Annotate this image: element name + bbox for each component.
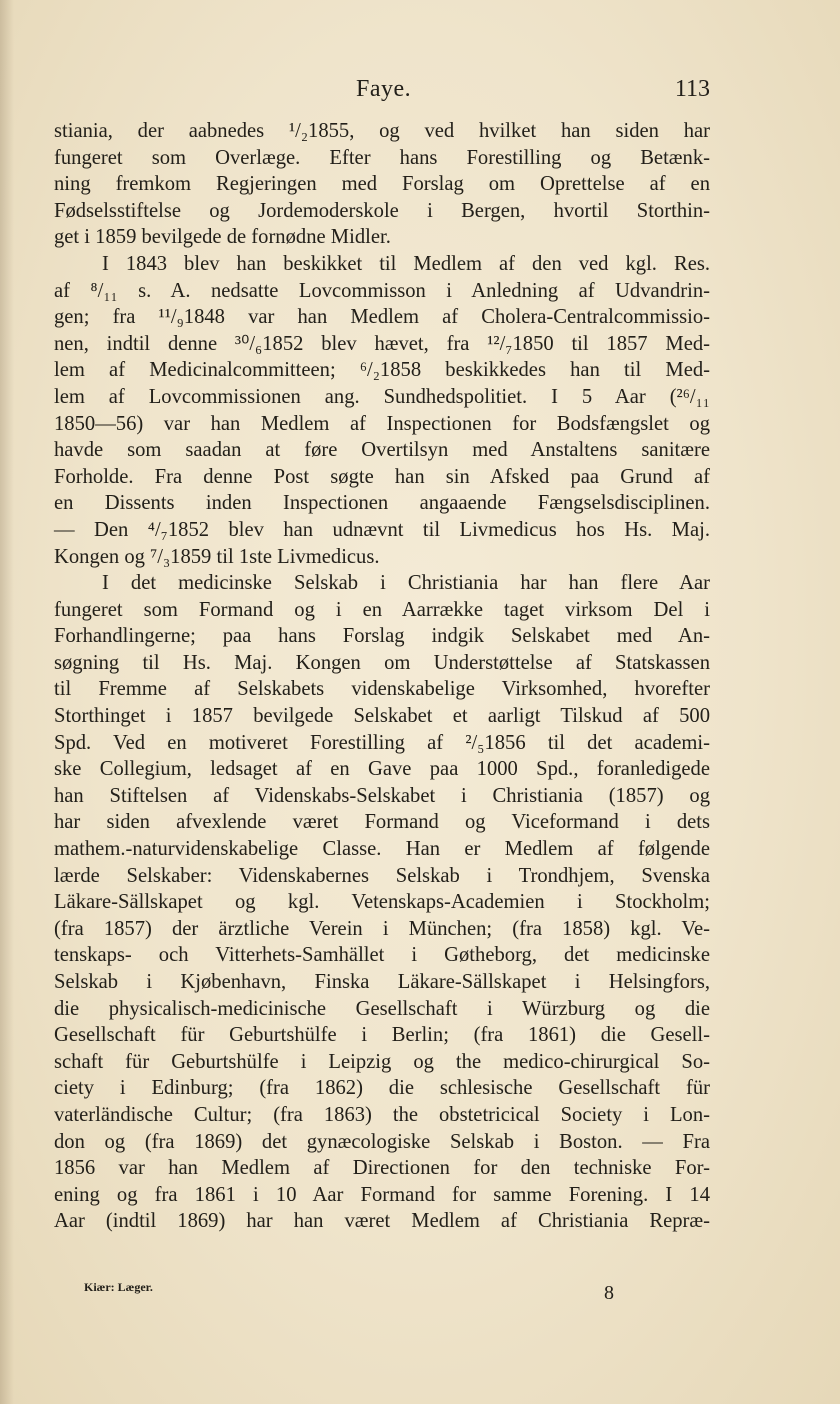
text-line: lem af Medicinalcommitteen; ⁶/₂1858 beskikkedes han til Med- bbox=[54, 359, 710, 382]
page-edge-shadow bbox=[0, 0, 14, 1404]
text-line: vaterländische Cultur; (fra 1863) the obstetricical Society i Lon- bbox=[54, 1103, 710, 1126]
text-line: don og (fra 1869) det gynæcologiske Selskab i Boston. — Fra bbox=[54, 1130, 710, 1153]
text-line: Forhandlingerne; paa hans Forslag indgik Selskabet med An- bbox=[54, 625, 710, 648]
text-line: mathem.-naturvidenskabelige Classe. Han er Medlem af følgende bbox=[54, 838, 710, 861]
text-line: ske Collegium, ledsaget af en Gave paa 1000 Spd., foranledigede bbox=[54, 758, 710, 781]
text-line: fungeret som Overlæge. Efter hans Forestilling og Betænk- bbox=[54, 146, 710, 169]
text-line: nen, indtil denne ³⁰/₆1852 blev hævet, fra ¹²/₇1850 til 1857 Med- bbox=[54, 332, 710, 355]
signature-mark: Kiær: Læger. bbox=[84, 1280, 153, 1294]
text-line: Storthinget i 1857 bevilgede Selskabet et aarligt Tilskud af 500 bbox=[54, 705, 710, 728]
text-line: — Den ⁴/₇1852 blev han udnævnt til Livmedicus hos Hs. Maj. bbox=[54, 518, 710, 541]
text-line: søgning til Hs. Maj. Kongen om Understøttelse af Statskassen bbox=[54, 651, 710, 674]
text-line: Kongen og ⁷/₃1859 til 1ste Livmedicus. bbox=[54, 545, 380, 568]
text-line: 1856 var han Medlem af Directionen for den techniske For- bbox=[54, 1157, 710, 1180]
text-line: til Fremme af Selskabets videnskabelige Virksomhed, hvorefter bbox=[54, 678, 710, 701]
text-line: ning fremkom Regjeringen med Forslag om Oprettelse af en bbox=[54, 173, 710, 196]
text-line: Gesellschaft für Geburtshülfe i Berlin; (fra 1861) die Gesell- bbox=[54, 1024, 710, 1047]
page-header bbox=[56, 76, 710, 106]
text-line: get i 1859 bevilgede de fornødne Midler. bbox=[54, 226, 391, 249]
text-line: en Dissents inden Inspectionen angaaende Fængselsdisciplinen. bbox=[54, 492, 710, 515]
text-line: lem af Lovcommissionen ang. Sundhedspolitiet. I 5 Aar (²⁶/₁₁ bbox=[54, 385, 710, 408]
text-line: Läkare-Sällskapet og kgl. Vetenskaps-Academien i Stockholm; bbox=[54, 891, 710, 914]
page-number: 113 bbox=[674, 76, 710, 102]
text-line: han Stiftelsen af Videnskabs-Selskabet i Christiania (1857) og bbox=[54, 784, 710, 807]
text-line: af ⁸/₁₁ s. A. nedsatte Lovcommisson i Anledning af Udvandrin- bbox=[54, 279, 710, 302]
text-line: stiania, der aabnedes ¹/₂1855, og ved hvilket han siden har bbox=[54, 120, 710, 142]
text-line: har siden afvexlende været Formand og Viceformand i dets bbox=[54, 811, 710, 834]
text-line: lærde Selskaber: Videnskabernes Selskab i Trondhjem, Svenska bbox=[54, 864, 710, 887]
text-line: gen; fra ¹¹/₉1848 var han Medlem af Cholera-Centralcommissio- bbox=[54, 306, 710, 329]
page-footer bbox=[84, 1280, 614, 1310]
text-line: tenskaps- och Vitterhets-Samhället i Gøtheborg, det medicinske bbox=[54, 944, 710, 967]
text-line: (fra 1857) der ärztliche Verein i München; (fra 1858) kgl. Ve- bbox=[54, 917, 710, 940]
text-line: die physicalisch-medicinische Gesellschaft i Würzburg og die bbox=[54, 997, 710, 1020]
text-line: Aar (indtil 1869) har han været Medlem af Christiania Repræ- bbox=[54, 1210, 710, 1233]
text-line: 1850—56) var han Medlem af Inspectionen for Bodsfængslet og bbox=[54, 412, 710, 435]
text-line: ening og fra 1861 i 10 Aar Formand for samme Forening. I 14 bbox=[54, 1183, 710, 1206]
text-line: schaft für Geburtshülfe i Leipzig og the medico-chirurgical So- bbox=[54, 1050, 710, 1073]
text-line: I det medicinske Selskab i Christiania har han flere Aar bbox=[102, 572, 710, 595]
text-line: Forholde. Fra denne Post søgte han sin Afsked paa Grund af bbox=[54, 465, 710, 488]
running-head: Faye. bbox=[356, 76, 412, 102]
text-line: Fødselsstiftelse og Jordemoderskole i Bergen, hvortil Storthin- bbox=[54, 199, 710, 222]
text-line: ciety i Edinburg; (fra 1862) die schlesische Gesellschaft für bbox=[54, 1077, 710, 1100]
text-line: Selskab i Kjøbenhavn, Finska Läkare-Sällskapet i Helsingfors, bbox=[54, 971, 710, 993]
text-line: I 1843 blev han beskikket til Medlem af den ved kgl. Res. bbox=[102, 252, 710, 275]
text-line: havde som saadan at føre Overtilsyn med Anstaltens sanitære bbox=[54, 439, 710, 462]
body-text bbox=[54, 118, 710, 1235]
text-line: Spd. Ved en motiveret Forestilling af ²/₅1856 til det academi- bbox=[54, 731, 710, 754]
text-line: fungeret som Formand og i en Aarrække taget virksom Del i bbox=[54, 598, 710, 621]
sheet-number: 8 bbox=[604, 1282, 614, 1304]
